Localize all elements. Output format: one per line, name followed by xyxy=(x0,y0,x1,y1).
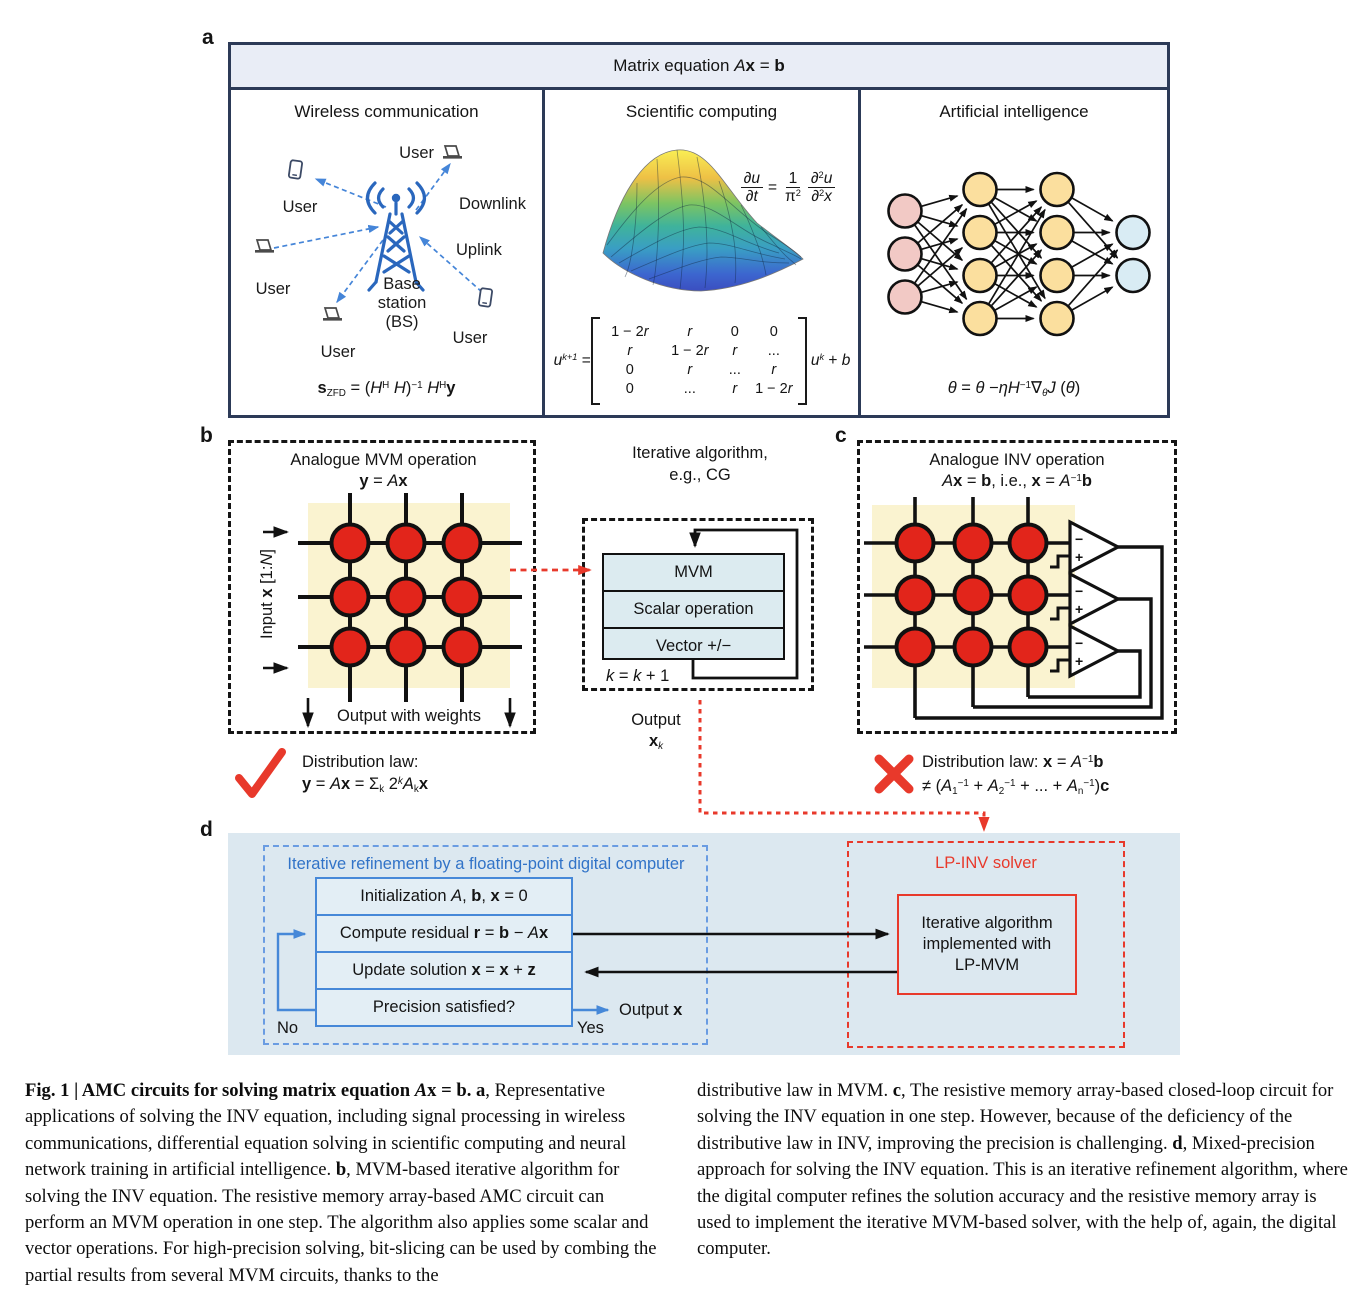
nn-edge-arrow xyxy=(915,225,967,299)
laptop-icon xyxy=(443,146,462,159)
matrix-lhs: $u^{k+1}$ = xyxy=(553,351,591,369)
nn-node xyxy=(1041,259,1074,292)
opamp-minus-label: − xyxy=(1075,583,1084,599)
distribution-law-b-title: Distribution law: xyxy=(302,753,419,771)
matrix-cell: r xyxy=(687,362,693,378)
distribution-law-c-line1: Distribution law: $x = A^{-1}b$ xyxy=(922,753,1104,771)
laptop-icon xyxy=(323,308,342,321)
panel-c-title: Analogue INV operation xyxy=(929,451,1105,469)
bs-label: (BS) xyxy=(385,313,419,331)
matrix-grid xyxy=(600,323,798,399)
user-label: User xyxy=(282,198,318,216)
downlink-arrow xyxy=(337,240,383,302)
output-weights-label: Output with weights xyxy=(337,707,481,725)
matrix-cell: r xyxy=(687,324,693,340)
lp-mvm-line: LP-MVM xyxy=(954,956,1020,974)
cg-step-vector: Vector +/− xyxy=(604,627,783,664)
nn-edge-arrow xyxy=(1072,198,1112,221)
matrix-cell: 0 xyxy=(625,362,634,378)
opamp-plus-label: + xyxy=(1075,601,1084,617)
ai-title: Artificial intelligence xyxy=(939,102,1089,121)
ai-formula: $\theta = \theta -\eta H^{-1}\nabla\theta J$ (θ) xyxy=(947,379,1081,399)
nn-node xyxy=(1117,259,1150,292)
nn-node xyxy=(964,216,997,249)
output-x-label: Output x xyxy=(619,1001,683,1019)
cg-steps xyxy=(602,553,785,660)
checkmark-icon xyxy=(234,748,288,800)
downlink-label: Downlink xyxy=(459,195,526,213)
memristor-cells xyxy=(897,525,1047,666)
user-label: User xyxy=(255,280,291,298)
wireless-diagram xyxy=(230,90,542,380)
nn-node xyxy=(889,238,922,271)
cg-output-xk: xk xyxy=(648,732,664,752)
bs-label: Base xyxy=(383,275,421,293)
refinement-steps xyxy=(315,877,573,1027)
memristor-cells xyxy=(332,525,481,666)
crossbar-mvm xyxy=(240,490,540,748)
matrix-cell: 0 xyxy=(730,324,739,340)
matrix-rhs: $u^k + b$ xyxy=(810,351,851,369)
pde-den: ∂$^2$x xyxy=(811,188,832,206)
matrix-equation-header: Matrix equation Ax = b xyxy=(613,56,785,75)
base-station-icon xyxy=(368,183,425,290)
opamp-plus-label: + xyxy=(1075,653,1084,669)
pde-den: $\pi^2$ xyxy=(785,188,801,206)
matrix-cell: ... xyxy=(683,381,696,397)
pde-num: ∂$^2$u xyxy=(808,170,835,188)
matrix-cell: 1 − 2r xyxy=(755,381,793,397)
nn-edge-arrow xyxy=(995,198,1036,221)
column-divider-2 xyxy=(858,90,861,415)
matrix-cell: ... xyxy=(728,362,741,378)
lp-mvm-line: implemented with xyxy=(922,935,1052,953)
panel-c-letter: c xyxy=(835,424,847,447)
matrix-cell: 0 xyxy=(625,381,634,397)
zfd-formula: sZFD = ($H^H$ H)$^{-1}$ $H^Hy$ xyxy=(317,379,456,399)
opamp-minus-label: − xyxy=(1075,635,1084,651)
scientific-title: Scientific computing xyxy=(625,102,778,121)
caption-right: distributive law in MVM. c, The resistive memory array-based closed-loop circuit for solving the INV equation in one step. However, because of the deficiency of the distributive law in INV, improving the precision is challenging. d, Mixed-precision approach for solving the INV equation. This is an iterative refinement algorithm, where the digital computer refines the solution accuracy and the resistive memory array is used to implement the iterative MVM-based solver, with the help of, again, the digital computer. xyxy=(697,1080,1348,1260)
wireless-links xyxy=(274,164,482,302)
nn-edge-arrow xyxy=(995,287,1036,310)
panel-d-letter: d xyxy=(200,818,213,841)
cg-title-1: Iterative algorithm, xyxy=(632,444,768,462)
cg-title-2: e.g., CG xyxy=(669,466,731,484)
column-divider-1 xyxy=(542,90,545,415)
distribution-law-b-formula: y = Ax = Σk 2$^k$Akx xyxy=(302,775,428,795)
cg-output-label xyxy=(610,710,702,754)
yes-label: Yes xyxy=(577,1019,604,1037)
crossbar-inv xyxy=(860,495,1172,727)
nn-node xyxy=(964,259,997,292)
opamp-plus-label: + xyxy=(1075,549,1084,565)
bracket-right xyxy=(798,317,807,405)
lp-mvm-line: Iterative algorithm xyxy=(921,914,1053,932)
user-label: User xyxy=(452,329,488,347)
nn-node xyxy=(1041,216,1074,249)
nn-node xyxy=(1117,216,1150,249)
nn-edge-arrow xyxy=(918,248,962,286)
nn-edge-arrow xyxy=(1072,287,1112,310)
cg-step-mvm: MVM xyxy=(674,563,713,581)
cg-counter: k = k + 1 xyxy=(606,667,670,685)
equals-sign: = xyxy=(767,178,777,196)
laptop-icon xyxy=(255,240,274,253)
opamp-minus-label: − xyxy=(1075,531,1084,547)
neural-network xyxy=(862,158,1162,354)
matrix-cell: r xyxy=(732,381,738,397)
panel-b-letter: b xyxy=(200,424,213,447)
wireless-title: Wireless communication xyxy=(294,102,479,121)
nn-node xyxy=(1041,302,1074,335)
nn-edge-arrow xyxy=(922,302,958,312)
phone-icon xyxy=(479,288,493,307)
matrix-cell: r xyxy=(732,343,738,359)
nn-node xyxy=(964,173,997,206)
panel-b-subtitle: y = Ax xyxy=(359,472,408,490)
user-label: User xyxy=(320,343,356,361)
lp-mvm-box xyxy=(897,894,1077,995)
no-label: No xyxy=(277,1019,299,1037)
panel-a-header xyxy=(231,45,1167,87)
nn-node xyxy=(964,302,997,335)
nn-node xyxy=(889,281,922,314)
nn-edge-arrow xyxy=(1069,203,1118,258)
uplink-label: Uplink xyxy=(456,241,502,259)
bs-label: station xyxy=(377,294,427,312)
nn-node xyxy=(1041,173,1074,206)
cg-step-scalar: Scalar operation xyxy=(604,590,783,627)
matrix-cell: ... xyxy=(767,343,780,359)
nn-edge-arrow xyxy=(922,196,958,206)
nn-edge-arrow xyxy=(915,209,967,283)
matrix-cell: r xyxy=(771,362,777,378)
matrix-equation xyxy=(549,316,855,406)
cross-icon xyxy=(874,754,914,794)
distribution-law-c-line2: ≠ ($A1^{-1} + A2^{-1}$ + ... + $An^{-1})c$ xyxy=(922,777,1110,797)
bracket-left xyxy=(591,317,600,405)
uplink-arrow xyxy=(274,227,378,248)
panel-b-title: Analogue MVM operation xyxy=(290,451,477,469)
cg-output-word: Output xyxy=(631,711,681,729)
step-residual: Compute residual r = b − Ax xyxy=(317,914,571,951)
pde-num: 1 xyxy=(786,170,801,188)
user-label: User xyxy=(399,144,434,162)
panel-c-subtitle: Ax = b, i.e., $x = A^{-1}b$ xyxy=(942,472,1092,490)
pde-equation xyxy=(733,170,843,206)
input-x-label: Input x [1:N] xyxy=(258,549,276,639)
step-initialization: Initialization A, b, x = 0 xyxy=(360,887,528,905)
nn-node xyxy=(889,195,922,228)
matrix-cell: 0 xyxy=(769,324,778,340)
matrix-cell: 1 − 2r xyxy=(671,343,709,359)
pde-den: ∂t xyxy=(745,188,758,206)
surface-plot xyxy=(597,141,809,299)
panel-a-letter: a xyxy=(202,26,214,49)
matrix-cell: 1 − 2r xyxy=(611,324,649,340)
caption-left: Fig. 1 | AMC circuits for solving matrix equation Ax = b. a, Representative applications of solving the INV equation, including signal processing in wireless communications, differential equation solving in scientific computing and neural network training in artificial intelligence. b, MVM-based iterative algorithm for solving the INV equation. The resistive memory array-based AMC circuit can perform an MVM operation in one step. The algorithm also applies some scalar and vector operations. For high-precision solving, bit-slicing can be used by combing the partial results from several MVM circuits, thanks to the xyxy=(25,1080,657,1286)
pde-num: ∂u xyxy=(741,170,763,188)
lp-inv-title: LP-INV solver xyxy=(935,854,1037,872)
step-update: Update solution x = x + z xyxy=(317,951,571,988)
refinement-title: Iterative refinement by a floating-point digital computer xyxy=(287,855,685,873)
matrix-cell: r xyxy=(627,343,633,359)
step-precision: Precision satisfied? xyxy=(317,988,571,1025)
phone-icon xyxy=(289,160,303,179)
nn-edge-arrow xyxy=(1069,250,1118,305)
